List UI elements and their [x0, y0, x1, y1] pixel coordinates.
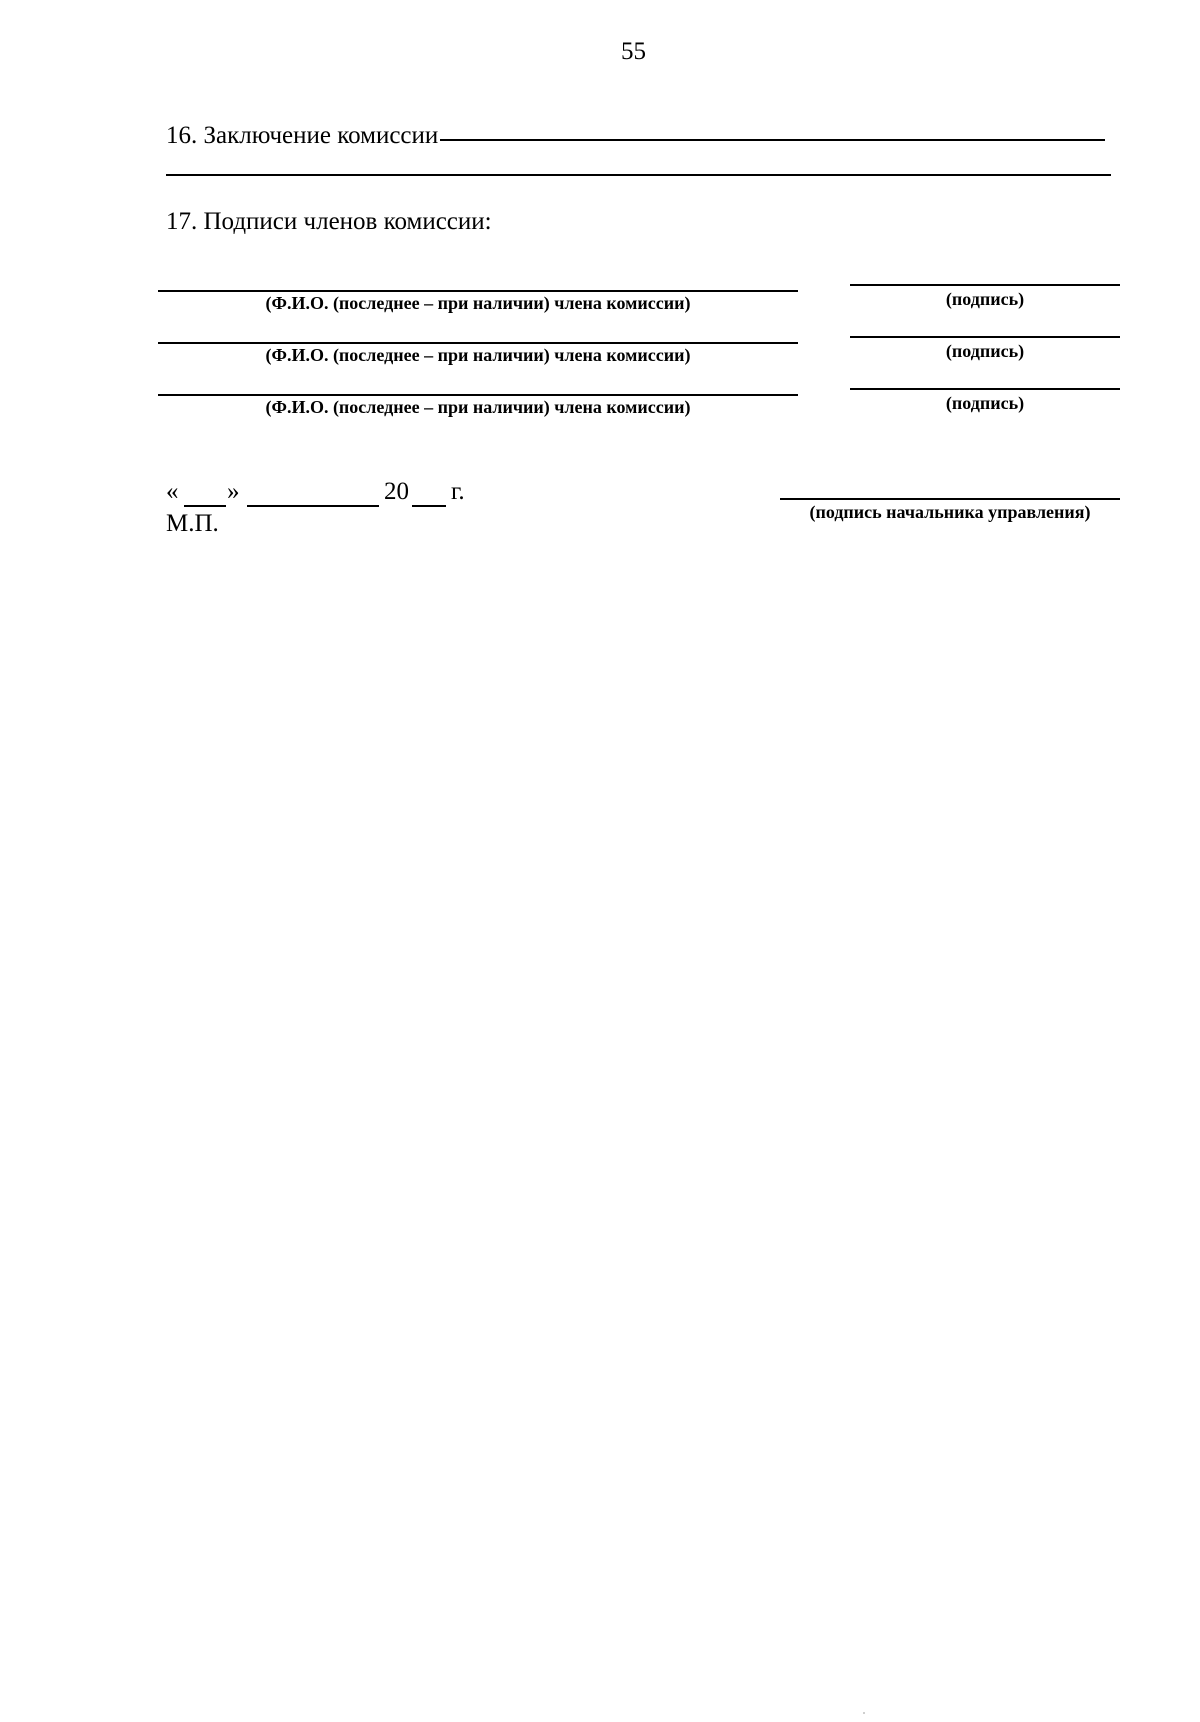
member-name-caption: (Ф.И.О. (последнее – при наличии) члена комиссии) [265, 293, 691, 313]
commission-signatures-label: 17. Подписи членов комиссии: [166, 208, 492, 235]
member-name-line [158, 342, 798, 344]
member-name-caption: (Ф.И.О. (последнее – при наличии) члена комиссии) [265, 345, 691, 365]
member-signature-line [850, 388, 1120, 390]
member-signature-line [850, 336, 1120, 338]
page-number: 55 [621, 38, 646, 65]
stamp-label: М.П. [166, 510, 219, 537]
scan-speck [863, 1712, 865, 1714]
member-signature-caption: (подпись) [945, 341, 1025, 361]
date-year-prefix: 20 [384, 478, 409, 505]
commission-conclusion-line-2 [166, 174, 1111, 176]
date-month-blank [247, 505, 379, 507]
date-close-quote: » [227, 478, 240, 505]
date-year-suffix: г. [451, 478, 465, 505]
member-signature-caption: (подпись) [945, 289, 1025, 309]
member-name-line [158, 290, 798, 292]
commission-conclusion-line-1 [440, 139, 1105, 141]
chief-signature-caption: (подпись начальника управления) [809, 502, 1091, 522]
date-year-blank [412, 505, 446, 507]
member-signature-line [850, 284, 1120, 286]
commission-conclusion-label: 16. Заключение комиссии [166, 122, 439, 149]
member-name-line [158, 394, 798, 396]
chief-signature-line [780, 498, 1120, 500]
member-signature-caption: (подпись) [945, 393, 1025, 413]
date-day-blank [184, 505, 226, 507]
member-name-caption: (Ф.И.О. (последнее – при наличии) члена комиссии) [265, 397, 691, 417]
date-open-quote: « [166, 478, 179, 505]
